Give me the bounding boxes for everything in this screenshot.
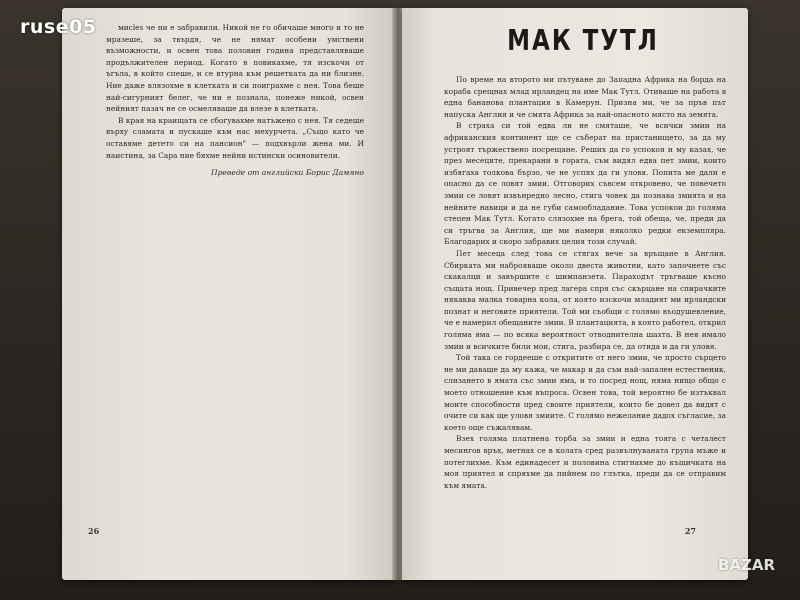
chapter-title: МАК ТУТЛ <box>507 24 659 58</box>
paragraph: В страха си той едва ли не смяташе, че всички змии на африканския континент ще се съберат на пристанището, за да му устроят тържествено посрещане. Реших да го успокоя и му казах, че през месеците, прекарани в гората, съм видял едва пет змии, които избягаха толкова бързо, че не успях да ги уловя. Попита ме дали е опасно да се ловят змии. Отговорих съвсем откровено, че повечето змии се ловят извънредно лесно, стига човек да познава змията и на нейните навици и да не губи самообладание. Това успокои до голяма степен Мак Тутл. Когато слязохме на брега, той обеща, че, преди да си тръгва за Англия, ще ми намери няколко редки екземпляра. Благодарих и скоро забравих целия този случай. <box>444 121 726 247</box>
paragraph: Той така се гордееше с откритите от него змии, че просто сърцето не ми даваше да му кажа, че макар и да съм най-запален естественик, слизането в ямата със змии яма, и то посред нощ, няма нищо общо с моето отношение към въпроса. Освен това, той вероятно бе изтъквал моите способности пред своите приятели, които бе довел да видят с очите си как ще уловя змиите. С голямо нежелание дадох съгласие, за което още съжалявам. <box>444 353 726 432</box>
paragraph: мисles че ни е забравили. Никой не го обичаше много и то не мразеше, за твърдя, че не нямат особени умствени възможности, и освен това половин година представляваше продължителен период. Когато я повикахме, тя изскочи от ъгъла, в който спеше, и се втурна към решетката да ни близне. Ние даже влязохме в клетката и си поиграхме с нея. Това беше най-сигурният белег, че ни е познала, понеже никой, освен нейният пазач не се осмеляваше да влезе в клетката. <box>106 23 364 114</box>
paragraph: По време на второто ми пътуване до Западна Африка на борда на кораба срещнах млад ирландец на име Мак Тутл. Отиваше на работа в една бананова плантация в Камерун. Призна ми, че за пръв път напуска Англия и че смята Африка за най-опасното място на земята. <box>444 75 726 119</box>
page-number-right: 27 <box>684 526 696 536</box>
paragraph: В края на краищата се сбогувахме натъжено с нея. Тя седеше върху сламата и пускаше към нас мехурчета. „Също като че оставяме детето си на пансион" — подхвърли жена ми. И наистина, за Сара ние бяхме нейни истински осиновители. <box>106 115 364 160</box>
right-page-text <box>444 74 726 491</box>
paragraph: Пет месеца след това се стягах вече за връщане в Англия. Сбирката ми наброяваше около двеста животни, като започнете със скакалци и завършите с шимпанзета. Параходът тръгваше късно същата нощ. Привечер пред лагера спря със скърцане на спирачките някаква малка товарна кола, от която изскочи младият ми ирландски познат и неговите приятели. Той ми съобщи с голямо въодушевление, че е намерил обещаните змии. В плантацията, в която работел, открил голяма яма — по всяка вероятност отводнителна шахта. В нея имало змии и всичките били мои, стига, разбира се, да отида и да ги уловя. <box>444 248 726 351</box>
right-page <box>402 8 748 580</box>
page-number-left: 26 <box>88 526 100 536</box>
bazar-logo: BAZAR <box>718 556 776 574</box>
paragraph: Взех голяма платнена торба за змии и една тояга с четалест месингов връх, метнах се в колата сред развълнуваната група мъже и потеглихме. Към единадесет и половина стигнахме до къщичката на моя приятел и спряхме да пийнем по глътка, преди да се отправим към ямата. <box>444 434 726 490</box>
watermark-label: ruse05 <box>20 16 97 38</box>
left-page-text <box>106 22 364 179</box>
translator-credit: Преведе от английски Борис Дамяно <box>210 168 364 178</box>
left-page <box>62 8 394 580</box>
open-book <box>62 8 770 596</box>
